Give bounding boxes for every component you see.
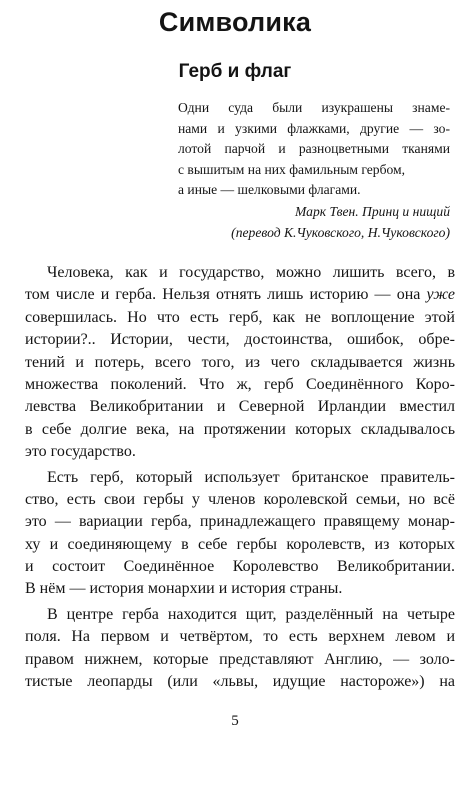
emphasis-word: уже [426,286,455,304]
paragraph-line: том числе и герба. Нельзя отнять лишь историю — она уже [25,286,455,304]
paragraph-line: тений и потерь, всего того, из чего складывается жизнь [25,353,455,371]
epigraph-attribution-author: Марк Твен. Принц и нищий [295,204,450,219]
page-number: 5 [231,713,239,729]
epigraph-line: нами и узкими флажками, другие — зо- [178,120,450,136]
chapter-title: Символика [158,7,312,37]
paragraph-line: ство, есть свои гербы у членов королевской семьи, но всё [25,490,455,508]
paragraph-line: В нём — история монархии и история страны. [25,580,343,598]
epigraph-line: а иные — шелковыми флагами. [178,182,361,198]
paragraph-line: левства Великобритании и Северной Ирландии вместил [25,398,455,416]
paragraph-line: и состоит Соединённое Королевство Великобритании. [25,558,455,576]
paragraph-line: истории?.. Истории, чести, достоинства, ошибок, обре- [25,331,455,349]
paragraph-line: тистые леопарды (или «львы, идущие настороже») на [25,673,455,691]
epigraph [178,98,450,201]
epigraph-line: с вышитым на них фамильным гербом, [178,161,406,177]
paragraph-line: поля. На первом и четвёртом, то есть верхнем левом и [25,628,455,646]
paragraph-line: это — вариации герба, принадлежащего правящему монар- [25,513,455,531]
paragraph-line: В центре герба находится щит, разделённый на четыре [47,605,455,623]
epigraph-line: Одни суда были изукрашены знаме- [178,100,450,115]
paragraph-line: ху и соединяющему в себе гербы королевств, из которых [25,535,455,553]
paragraph-line: совершилась. Но что есть герб, как не воплощение этой [25,308,455,326]
paragraph-line: правом нижнем, которые представляют Англию, — золо- [25,650,455,668]
body-text [25,262,455,693]
paragraph-line: в себе долгие века, на протяжении которых складывалось [25,420,455,438]
paragraph-line: Есть герб, который использует британское правитель- [47,468,455,486]
epigraph-attribution-translation: (перевод К.Чуковского, Н.Чуковского) [231,225,450,240]
paragraph-line: множества поколений. Что ж, герб Соединённого Коро- [25,375,455,393]
epigraph-line: лотой парчой и разноцветными тканями [178,141,450,157]
paragraph-line: Человека, как и государство, можно лишить всего, в [47,264,455,281]
section-title: Герб и флаг [178,61,292,82]
paragraph-line: это государство. [25,443,136,461]
